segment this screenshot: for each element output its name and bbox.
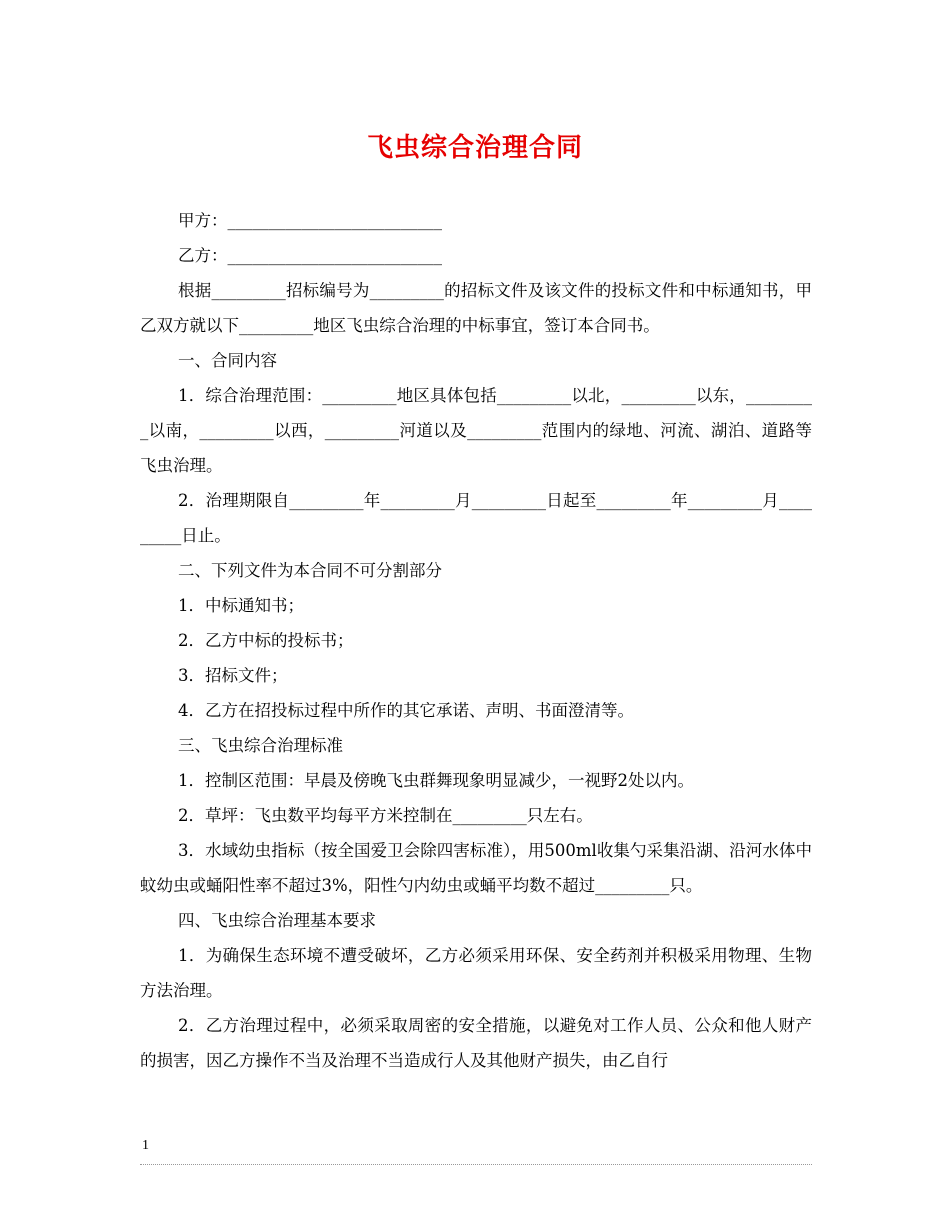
clause-paragraph: 1．综合治理范围：_________地区具体包括_________以北，_________以东，_________以南，_________以西，_________河道以及_________范围内的绿地、河流、湖泊、道路等飞虫治理。: [140, 386, 812, 475]
clause-paragraph: 4．乙方在招投标过程中所作的其它承诺、声明、书面澄清等。: [178, 701, 634, 720]
section-heading: 四、飞虫综合治理基本要求: [178, 911, 376, 930]
section-heading: 二、下列文件为本合同不可分割部分: [178, 561, 442, 580]
party-b-line: 乙方：__________________________: [178, 246, 442, 265]
clause-paragraph: 1．中标通知书；: [178, 596, 304, 615]
footer-divider: [140, 1164, 812, 1165]
party-a-line: 甲方：__________________________: [178, 211, 442, 230]
clause-paragraph: 1．为确保生态环境不遭受破坏，乙方必须采用环保、安全药剂并积极采用物理、生物方法治理。: [140, 946, 812, 1000]
document-title: 飞虫综合治理合同: [366, 133, 583, 163]
document-body: [140, 203, 812, 1078]
clause-paragraph: 2．治理期限自_________年_________月_________日起至_________年_________月_________日止。: [140, 491, 812, 545]
clause-paragraph: 3．水域幼虫指标（按全国爱卫会除四害标准），用500ml收集勺采集沿湖、沿河水体中蚊幼虫或蛹阳性率不超过3%，阳性勺内幼虫或蛹平均数不超过_________只。: [140, 841, 812, 895]
page-number: 1: [142, 1138, 149, 1153]
clause-paragraph: 2．草坪：飞虫数平均每平方米控制在_________只左右。: [178, 806, 593, 825]
clause-paragraph: 3．招标文件；: [178, 666, 288, 685]
section-heading: 三、飞虫综合治理标准: [178, 736, 343, 755]
section-heading: 一、合同内容: [178, 351, 277, 370]
clause-paragraph: 2．乙方中标的投标书；: [178, 631, 354, 650]
preamble-paragraph: 根据_________招标编号为_________的招标文件及该文件的投标文件和中标通知书，甲乙双方就以下_________地区飞虫综合治理的中标事宜，签订本合同书。: [140, 281, 812, 335]
clause-paragraph: 2．乙方治理过程中，必须采取周密的安全措施，以避免对工作人员、公众和他人财产的损害，因乙方操作不当及治理不当造成行人及其他财产损失，由乙自行: [140, 1016, 812, 1070]
clause-paragraph: 1．控制区范围：早晨及傍晚飞虫群舞现象明显减少，一视野2处以内。: [178, 771, 694, 790]
